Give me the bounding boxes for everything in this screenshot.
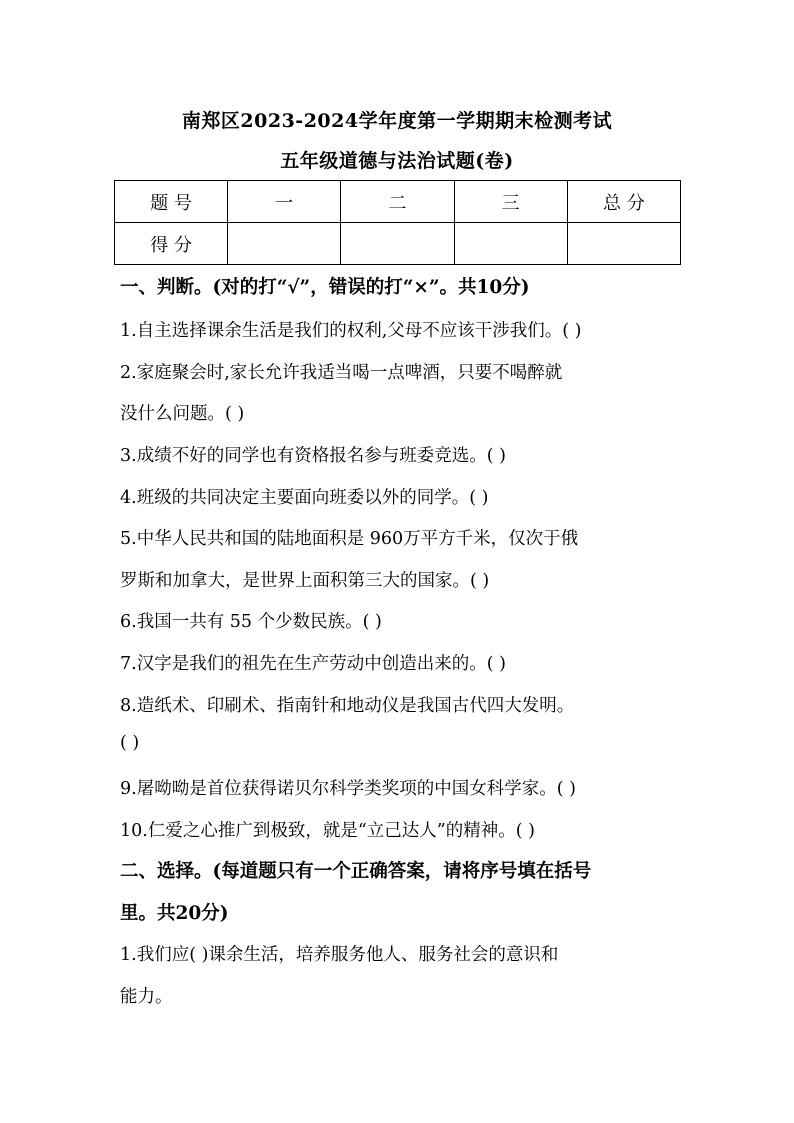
section-2-heading: 二、选择。(每道题只有一个正确答案，请将序号填在括号 xyxy=(120,861,592,882)
question-line: 3.成绩不好的同学也有资格报名参与班委竞选。( ) xyxy=(120,446,506,466)
score-table-header-row xyxy=(115,181,681,223)
section-1-heading: 一、判断。(对的打“√”，错误的打“×”。共10分) xyxy=(120,277,530,298)
question-line: ( ) xyxy=(120,733,140,753)
score-cell-section-3: 三 xyxy=(454,181,567,223)
score-cell-label: 题 号 xyxy=(115,181,228,223)
question-line: 6.我国一共有 55 个少数民族。( ) xyxy=(120,612,382,632)
exam-subtitle: 五年级道德与法治试题(卷) xyxy=(280,150,514,172)
question-line: 1.自主选择课余生活是我们的权利,父母不应该干涉我们。( ) xyxy=(120,321,582,341)
question-line: 10.仁爱之心推广到极致，就是“立己达人”的精神。( ) xyxy=(120,821,535,841)
question-line: 1.我们应( )课余生活，培养服务他人、服务社会的意识和 xyxy=(120,945,559,965)
section-2-heading-cont: 里。共20分) xyxy=(120,903,229,924)
score-blank xyxy=(341,223,454,265)
question-line: 能力。 xyxy=(120,987,173,1007)
score-blank xyxy=(228,223,341,265)
exam-title: 南郑区2023-2024学年度第一学期期末检测考试 xyxy=(181,110,613,132)
score-cell-section-2: 二 xyxy=(341,181,454,223)
question-line: 5.中华人民共和国的陆地面积是 960万平方千米，仅次于俄 xyxy=(120,529,579,549)
score-table-score-row xyxy=(115,223,681,265)
question-line: 7.汉字是我们的祖先在生产劳动中创造出来的。( ) xyxy=(120,654,506,674)
score-cell-total: 总 分 xyxy=(567,181,680,223)
score-blank xyxy=(454,223,567,265)
score-cell-section-1: 一 xyxy=(228,181,341,223)
score-row-label: 得 分 xyxy=(115,223,228,265)
question-line: 4.班级的共同决定主要面向班委以外的同学。( ) xyxy=(120,488,489,508)
question-line: 没什么问题。( ) xyxy=(120,404,245,424)
score-table xyxy=(114,180,681,265)
score-blank xyxy=(567,223,680,265)
question-line: 2.家庭聚会时,家长允许我适当喝一点啤酒，只要不喝醉就 xyxy=(120,363,563,383)
question-line: 8.造纸术、印刷术、指南针和地动仪是我国古代四大发明。 xyxy=(120,696,575,716)
question-line: 罗斯和加拿大，是世界上面积第三大的国家。( ) xyxy=(120,571,490,591)
question-line: 9.屠呦呦是首位获得诺贝尔科学类奖项的中国女科学家。( ) xyxy=(120,779,576,799)
